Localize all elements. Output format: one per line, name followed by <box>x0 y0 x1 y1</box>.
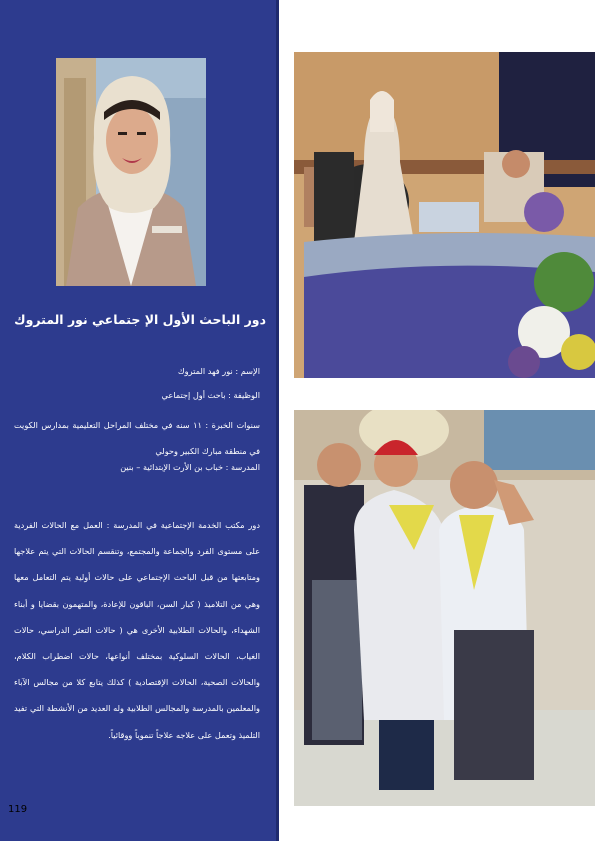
conference-photo <box>294 52 595 378</box>
profile-experience: سنوات الخبرة : ١١ سنه في مختلف المراحل التعليمية بمدارس الكويت في منطقة مبارك الكبير وحولي <box>14 420 260 456</box>
profile-job: الوظيفة : باحث أول إجتماعي <box>161 390 260 400</box>
profile-name: الإسم : نور فهد المتروك <box>177 366 260 376</box>
portrait-photo <box>56 58 206 286</box>
body-paragraph: دور مكتب الخدمة الإجتماعية في المدرسة : العمل مع الحالات الفردية على مستوى الفرد والجماعة والمجتمع، وتنقسم الحالات التي يتم علاجها ومتابعتها من قبل الباحث الإجتماعي على حالات أولية يتم التعامل معها وهي من التلاميذ ( كبار السن، الباقون للإعادة، والمتهمون بقضايا و أبناء الشهداء، والحالات الطلابية الأخرى هي ( حالات التعثر الدراسي، حالات الغياب، الحالات السلوكية بمختلف أنواعها، حالات اضطراب الكلام، والحالات الصحية، الحالات الإقتصادية ) كذلك يتابع كلا من مجالس الآباء والمعلمين بالمدرسة والمجالس الطلابية وله العديد من الأنشطة التي تفيد التلميذ وتعمل على علاجه علاجاً تنموياً ووقائياً. <box>14 520 260 740</box>
profile-school: المدرسة : خباب بن الأرت الإبتدائية – بنين <box>120 462 260 472</box>
article-title: دور الباحث الأول الإ جتماعي نور المتروك <box>14 312 266 327</box>
students-photo <box>294 410 595 806</box>
page-number: 119 <box>8 804 28 815</box>
panel-divider <box>276 0 279 841</box>
